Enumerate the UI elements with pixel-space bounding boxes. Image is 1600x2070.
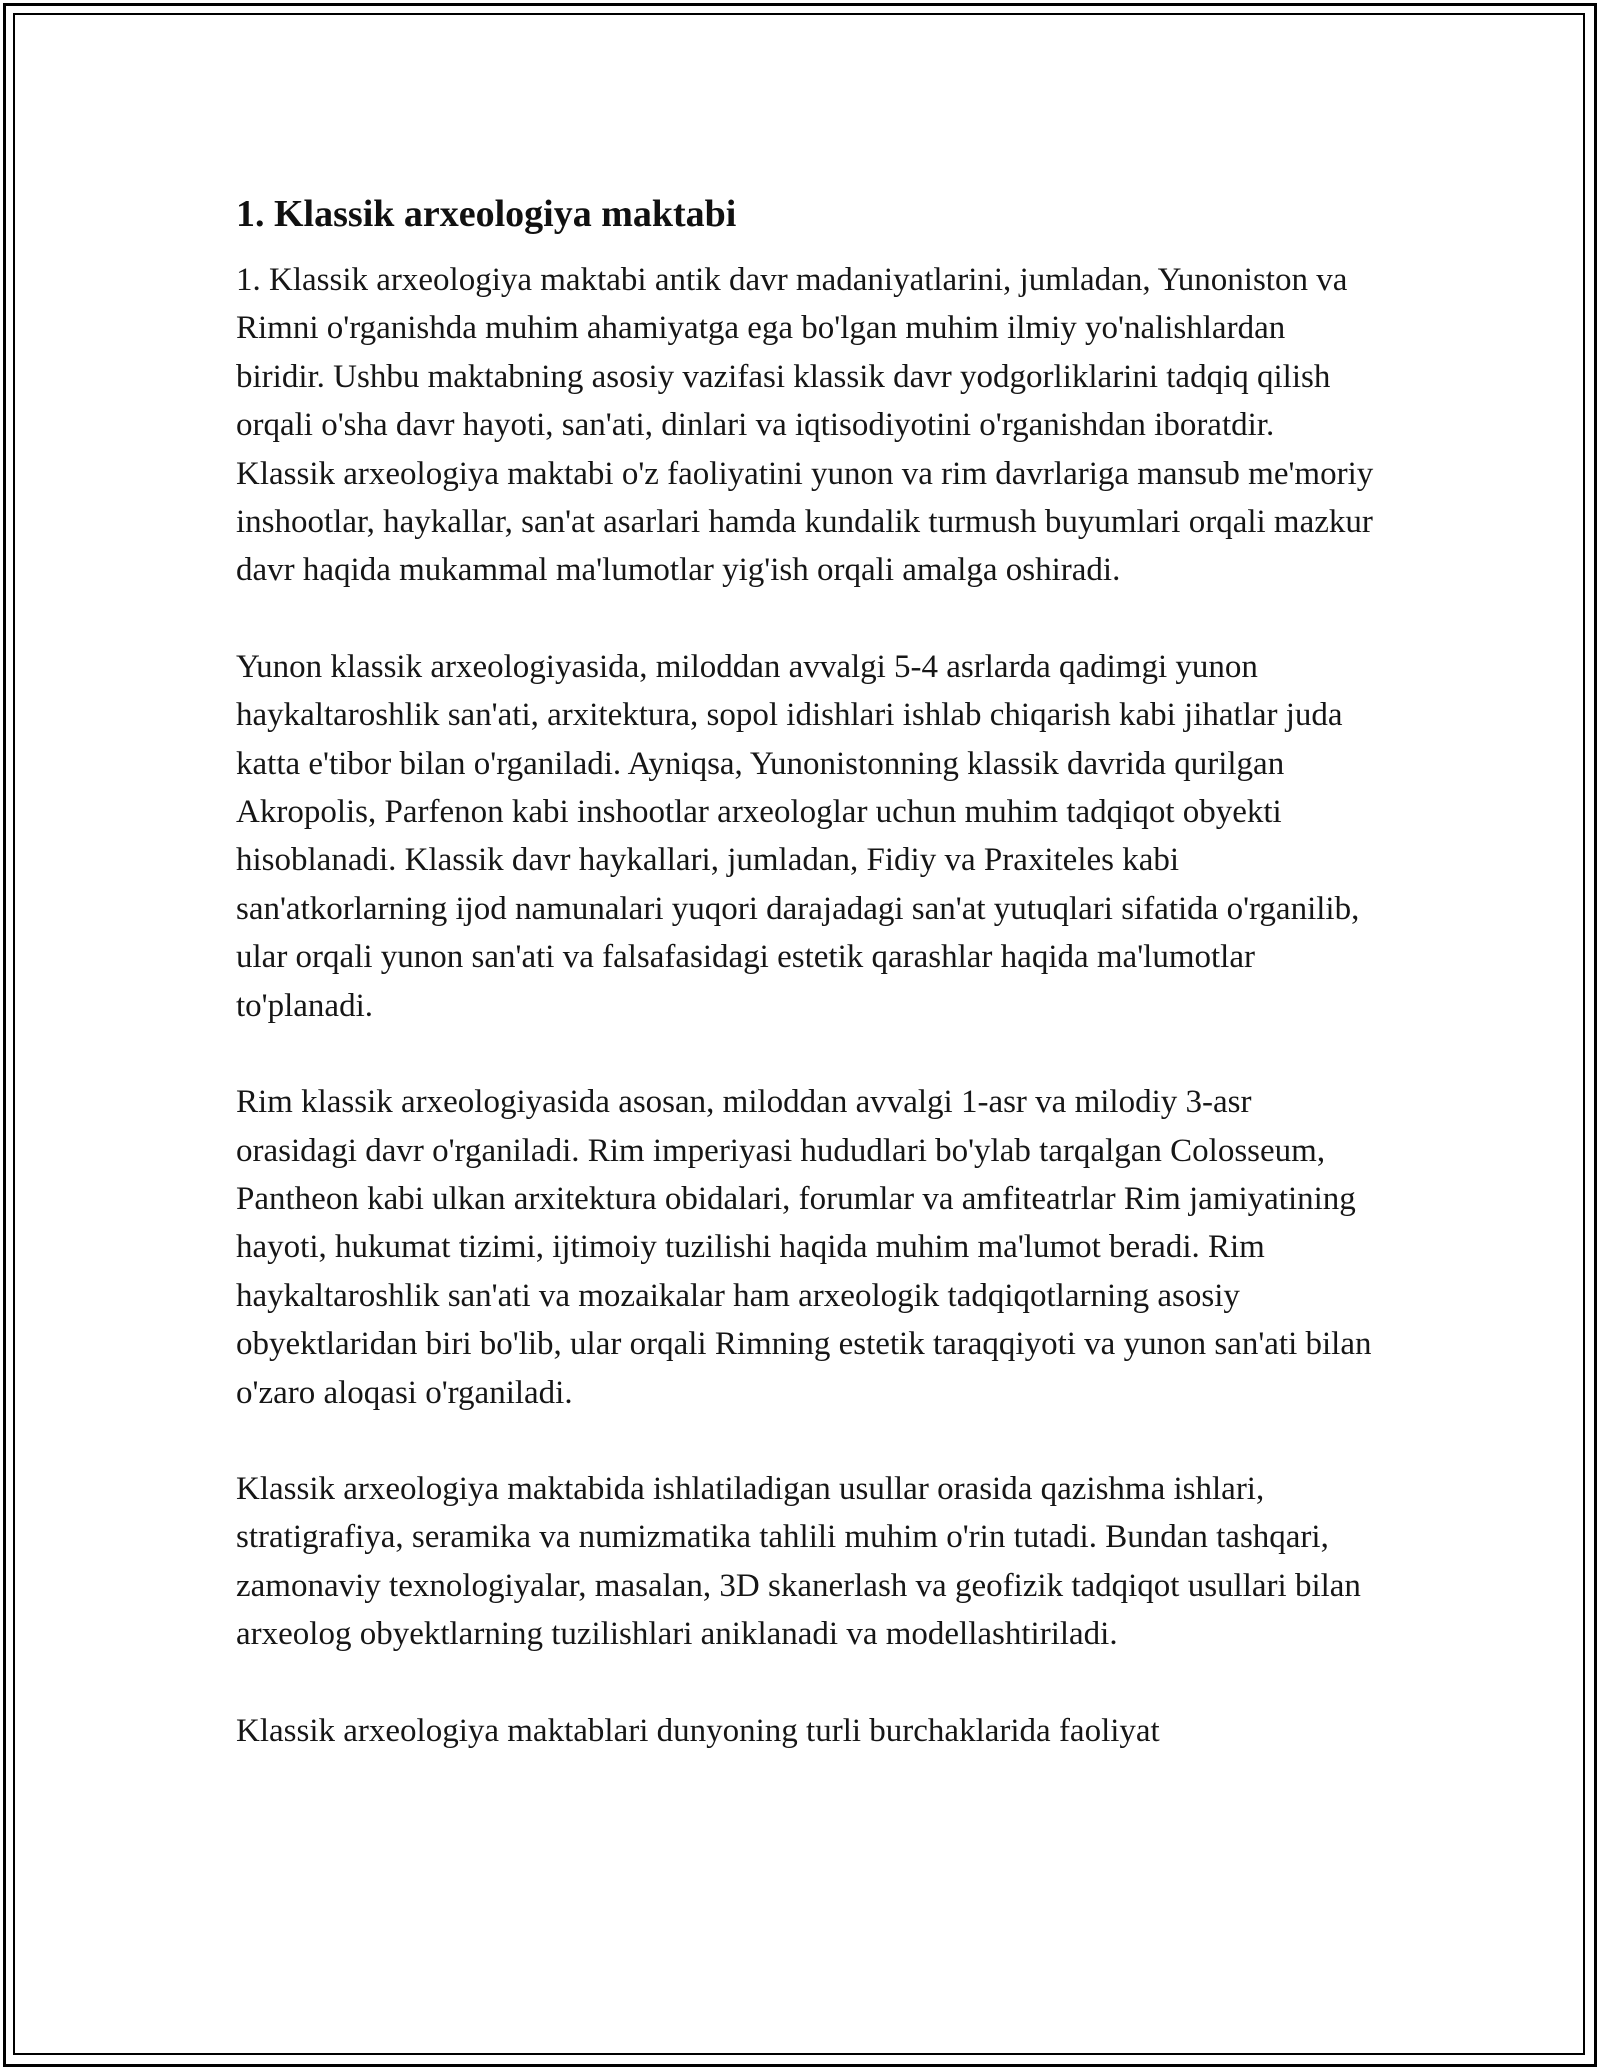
paragraph-methods: Klassik arxeologiya maktabida ishlatiladigan usullar orasida qazishma ishlari, stratigrafiya, seramika va numizmatika tahlili muhim o'rin tutadi. Bundan tashqari, zamonaviy texnologiyalar, masalan, 3D skanerlash va geofizik tadqiqot usullari bilan arxeolog obyektlarning tuzilishlari aniklanadi va modellashtiriladi.: [236, 1470, 1361, 1653]
section-heading: 1. Klassik arxeologiya maktabi: [236, 193, 737, 235]
document-body: [236, 186, 1376, 1803]
paragraph-schools: Klassik arxeologiya maktablari dunyoning turli burchaklarida faoliyat: [236, 1712, 1160, 1749]
paragraph-roman: Rim klassik arxeologiyasida asosan, miloddan avvalgi 1-asr va milodiy 3-asr orasidagi davr o'rganiladi. Rim imperiyasi hududlari bo'ylab tarqalgan Colosseum, Pantheon kabi ulkan arxitektura obidalari, forumlar va amfiteatrlar Rim jamiyatining hayoti, hukumat tizimi, ijtimoiy tuzilishi haqida muhim ma'lumot beradi. Rim haykaltaroshlik san'ati va mozaikalar ham arxeologik tadqiqotlarning asosiy obyektlaridan biri bo'lib, ular orqali Rimning estetik taraqqiyoti va yunon san'ati bilan o'zaro aloqasi o'rganiladi.: [236, 1084, 1372, 1411]
paragraph-intro: 1. Klassik arxeologiya maktabi antik davr madaniyatlarini, jumladan, Yunoniston va Rimni o'rganishda muhim ahamiyatga ega bo'lgan muhim ilmiy yo'nalishlardan biridir. Ushbu maktabning asosiy vazifasi klassik davr yodgorliklarini tadqiq qilish orqali o'sha davr hayoti, san'ati, dinlari va iqtisodiyotini o'rganishdan iboratdir. Klassik arxeologiya maktabi o'z faoliyatini yunon va rim davrlariga mansub me'moriy inshootlar, haykallar, san'at asarlari hamda kundalik turmush buyumlari orqali mazkur davr haqida mukammal ma'lumotlar yig'ish orqali amalga oshiradi.: [236, 262, 1374, 589]
paragraph-greek: Yunon klassik arxeologiyasida, miloddan avvalgi 5-4 asrlarda qadimgi yunon haykaltaroshlik san'ati, arxitektura, sopol idishlari ishlab chiqarish kabi jihatlar juda katta e'tibor bilan o'rganiladi. Ayniqsa, Yunonistonning klassik davrida qurilgan Akropolis, Parfenon kabi inshootlar arxeologlar uchun muhim tadqiqot obyekti hisoblanadi. Klassik davr haykallari, jumladan, Fidiy va Praxiteles kabi san'atkorlarning ijod namunalari yuqori darajadagi san'at yutuqlari sifatida o'rganilib, ular orqali yunon san'ati va falsafasidagi estetik qarashlar haqida ma'lumotlar to'planadi.: [236, 648, 1360, 1024]
